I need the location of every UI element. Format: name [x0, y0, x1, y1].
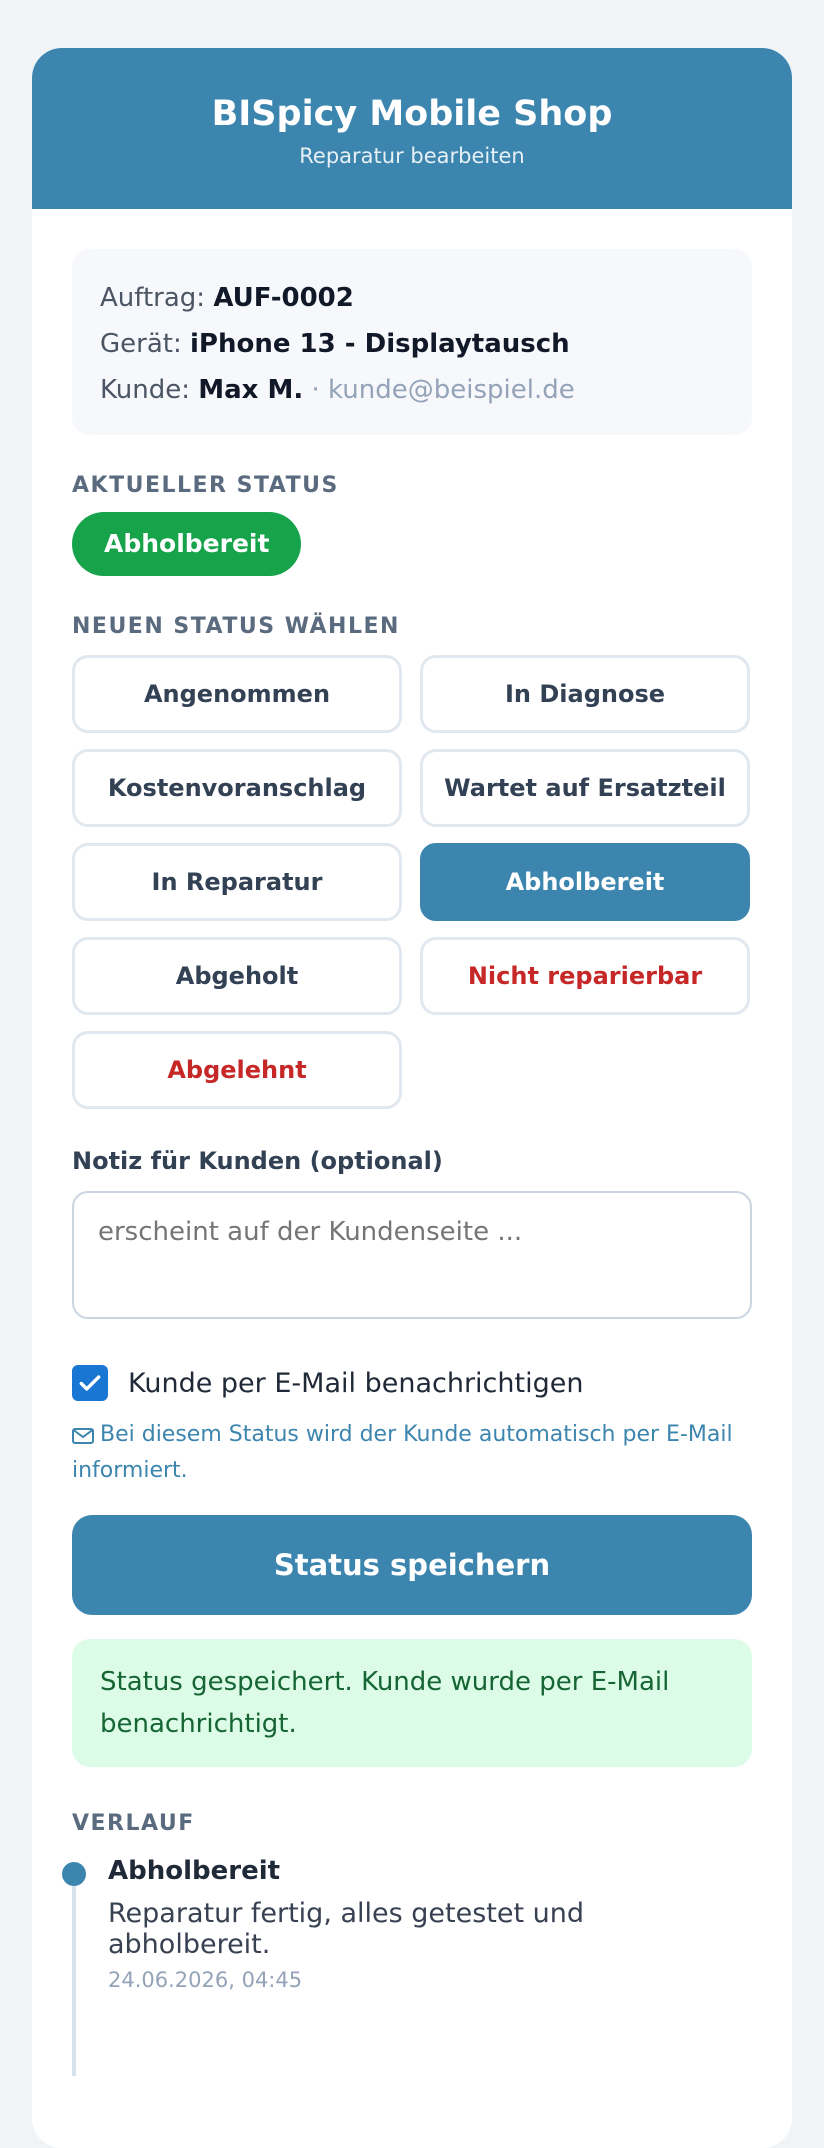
customer-email: · kunde@beispiel.de: [311, 375, 575, 405]
history-timeline: [72, 1856, 752, 1992]
history-item-title: Abholbereit: [108, 1856, 281, 1886]
status-option-in-diagnose[interactable]: In Diagnose: [420, 655, 750, 733]
device-label: Gerät:: [100, 329, 182, 359]
device-row: [100, 321, 724, 367]
device-name: iPhone 13 - Displaytausch: [190, 329, 570, 359]
notify-checkbox[interactable]: [72, 1365, 108, 1401]
note-textarea[interactable]: [72, 1191, 752, 1319]
status-option-kostenvoranschlag[interactable]: Kostenvoranschlag: [72, 749, 402, 827]
checkmark-icon: [77, 1370, 103, 1396]
customer-label: Kunde:: [100, 375, 190, 405]
repair-card: [32, 48, 792, 2148]
status-option-wartet-auf-ersatzteil[interactable]: Wartet auf Ersatzteil: [420, 749, 750, 827]
mail-hint: [72, 1417, 752, 1489]
notify-row: [72, 1365, 752, 1401]
status-option-nicht-reparierbar[interactable]: Nicht reparierbar: [420, 937, 750, 1015]
page-subtitle: Reparatur bearbeiten: [299, 144, 525, 168]
app-title: BISpicy Mobile Shop: [211, 94, 613, 134]
history-item-date: 24.06.2026, 04:45: [108, 1968, 303, 1992]
customer-name: Max M.: [198, 375, 304, 405]
status-option-abholbereit[interactable]: Abholbereit: [420, 843, 750, 921]
app-header: [32, 48, 792, 209]
current-status-badge: Abholbereit: [72, 512, 301, 576]
save-status-button[interactable]: Status speichern: [72, 1515, 752, 1615]
current-status-label: AKTUELLER STATUS: [72, 473, 339, 498]
notify-label: Kunde per E-Mail benachrichtigen: [128, 1367, 584, 1399]
order-label: Auftrag:: [100, 283, 206, 313]
history-label: VERLAUF: [72, 1811, 195, 1836]
customer-row: [100, 367, 724, 413]
mail-hint-text: Bei diesem Status wird der Kunde automatisch per E-Mail informiert.: [72, 1422, 733, 1483]
order-row: [100, 275, 724, 321]
status-option-in-reparatur[interactable]: In Reparatur: [72, 843, 402, 921]
status-options-grid: [72, 655, 752, 1109]
new-status-label: NEUEN STATUS WÄHLEN: [72, 614, 400, 639]
status-option-abgeholt[interactable]: Abgeholt: [72, 937, 402, 1015]
timeline-dot: [62, 1862, 86, 1886]
note-label: Notiz für Kunden (optional): [72, 1147, 443, 1175]
timeline-line: [72, 1876, 76, 2076]
order-number: AUF-0002: [213, 283, 354, 313]
status-option-angenommen[interactable]: Angenommen: [72, 655, 402, 733]
order-info-box: [72, 249, 752, 435]
mail-icon: [72, 1428, 94, 1444]
history-item-text: Reparatur fertig, alles getestet und abholbereit.: [108, 1898, 585, 1960]
success-alert: Status gespeichert. Kunde wurde per E-Mail benachrichtigt.: [72, 1639, 752, 1767]
status-option-abgelehnt[interactable]: Abgelehnt: [72, 1031, 402, 1109]
